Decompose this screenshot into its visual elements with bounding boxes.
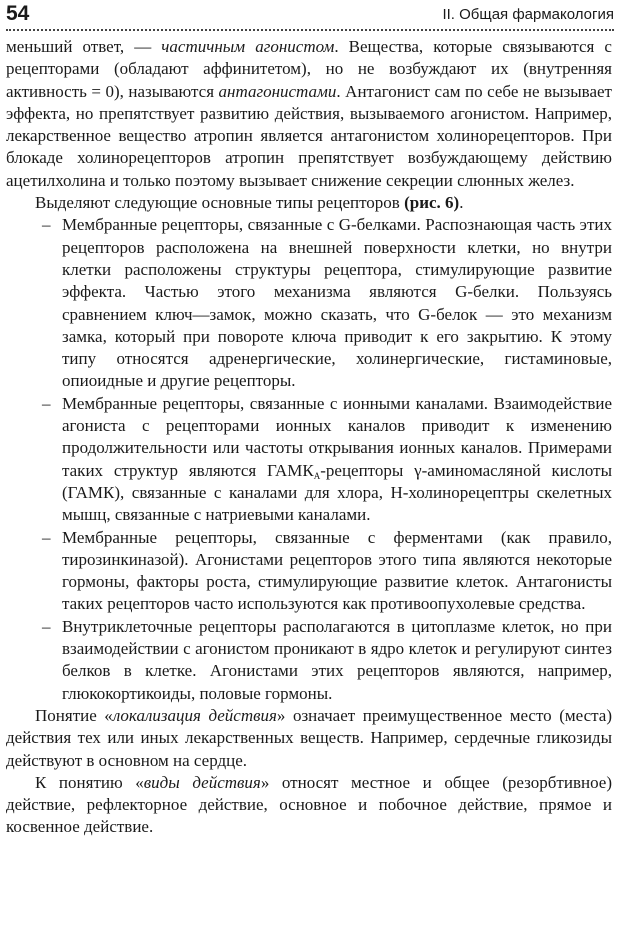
subscript-a: А	[313, 470, 321, 481]
list-item-text-cont: -рецепторы γ-аминомасляной кислоты (ГАМК), связанные с каналами для хлора, Н-холинорецептры скелетных мышц, связанные с натриевыми каналами.	[62, 460, 612, 525]
localization-text-1: Понятие «	[35, 705, 113, 725]
term-localization: локализация действия	[112, 705, 277, 725]
types-intro-end: .	[459, 193, 464, 213]
list-dash: –	[42, 616, 51, 636]
page-body	[6, 36, 612, 839]
receptor-types-list	[6, 214, 612, 705]
kinds-paragraph	[6, 772, 612, 839]
receptor-types-intro	[6, 192, 612, 214]
list-dash: –	[42, 393, 51, 413]
term-kinds-of-action: виды действия	[143, 772, 261, 792]
intro-paragraph	[6, 36, 612, 192]
kinds-text-2: » относят местное и общее (резорбтивное) действие, рефлекторное действие, основное и побочное действие, прямое и косвенное действие.	[6, 772, 612, 837]
list-item	[6, 393, 612, 527]
kinds-text-1: К понятию «	[35, 772, 144, 792]
types-intro-text: Выделяют следующие основные типы рецепторов	[35, 193, 405, 213]
list-dash: –	[42, 527, 51, 547]
term-partial-agonist: частичным агонистом	[161, 37, 335, 56]
running-head: II. Общая фармакология	[442, 6, 614, 23]
list-item-text: Внутриклеточные рецепторы располагаются в цитоплазме клеток, но при взаимодействии с агонистом проникают в ядро клеток и регулируют синтез белков в клетке. Агонистами этих рецепторов являются, например, глюкокортикоиды, половые гормоны.	[62, 616, 612, 703]
intro-text-2: . Вещества, которые связываются с рецепторами (обладают аффинитетом), но не возбуждают их (внутренняя активность = 0), называются	[6, 37, 612, 101]
list-item-text: Мембранные рецепторы, связанные с ферментами (как правило, тирозинкиназой). Агонистами рецепторов этого типа являются некоторые гормоны, факторы роста, стимулирующие развитие клеток. Антагонисты таких рецепторов часто используются как противоопухолевые средства.	[62, 527, 612, 614]
page-header	[6, 2, 614, 30]
localization-paragraph	[6, 705, 612, 772]
list-item-text: Мембранные рецепторы, связанные с ионными каналами. Взаимодействие агониста с рецепторами ионных каналов приводит к изменению продолжительности или частоты открывания ионных каналов. Примерами таких структур являются ГАМК	[62, 393, 612, 480]
list-item-text: Мембранные рецепторы, связанные с G-белками. Распознающая часть этих рецепторов расположена на внешней поверхности клетки, но внутри клетки расположены структуры рецептора, стимулирующие развитие эффекта. Частью этого механизма являются G-белки. Пользуясь сравнением ключ—замок, можно сказать, что G-белок — это механизм замка, который при повороте ключа приводит к его закрытию. К этому типу относятся адренергические, холинергические, гистаминовые, опиоидные и другие рецепторы.	[62, 215, 612, 391]
list-dash: –	[42, 215, 51, 235]
list-item	[6, 527, 612, 616]
header-dotted-rule	[6, 29, 614, 31]
page-number: 54	[6, 2, 30, 25]
figure-reference: (рис. 6)	[404, 193, 460, 213]
intro-text-1: меньший ответ, —	[6, 37, 162, 56]
list-item	[6, 616, 612, 705]
intro-text-3: . Антагонист сам по себе не вызывает эффекта, но препятствует развитию действия, вызываемого агонистом. Например, лекарственное вещество атропин является антагонистом холинорецепторов. При блокаде холинорецепторов атропин препятствует возбуждающему действию ацетилхолина и только поэтому вызывает снижение секреции слюнных желез.	[6, 81, 612, 190]
list-item	[6, 214, 612, 392]
term-antagonists: антагонистами	[218, 81, 337, 101]
localization-text-2: » означает преимущественное место (места) действия тех или иных лекарственных веществ. Например, сердечные гликозиды действуют в основном на сердце.	[6, 705, 612, 770]
